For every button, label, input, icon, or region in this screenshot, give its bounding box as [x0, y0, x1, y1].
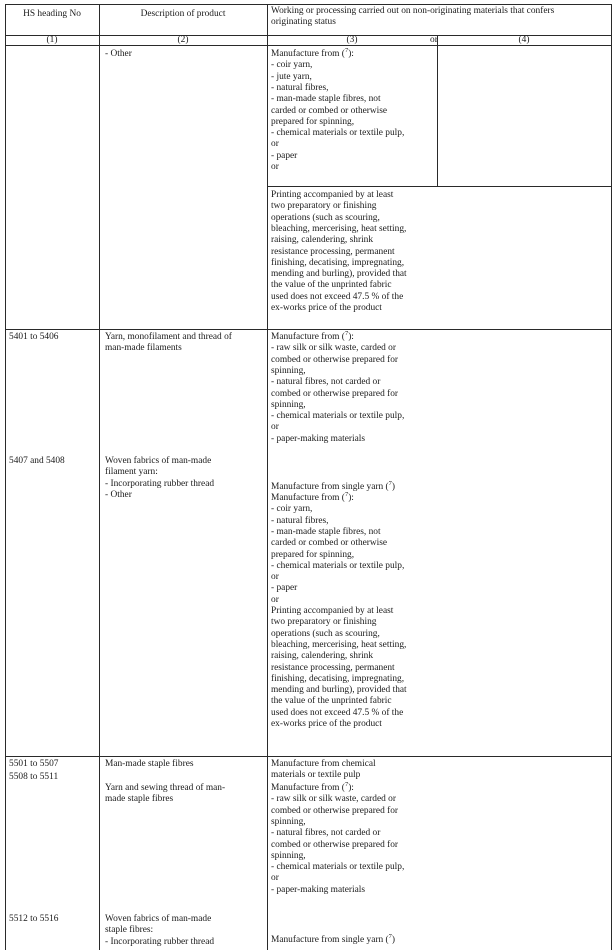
rule-other-5310-line: - jute yarn, — [271, 71, 312, 82]
hs-heading-5401: 5401 to 5406 — [9, 332, 59, 342]
rule-5501-line: Manufacture from chemical — [271, 759, 376, 769]
rule-5407-line: carded or combed or otherwise — [271, 538, 388, 549]
rule-5401-line: combed or otherwise prepared for — [271, 388, 399, 399]
header-num-3: (3) — [346, 35, 358, 45]
header-or: or — [430, 35, 438, 45]
hs-heading-5407: 5407 and 5408 — [9, 456, 65, 466]
rule-5508-line: - raw silk or silk waste, carded or — [271, 794, 396, 805]
rule-5508-line: combed or otherwise prepared for — [271, 805, 399, 816]
header-working-line2: originating status — [271, 17, 336, 27]
rule-5508-line: - paper-making materials — [271, 884, 366, 895]
description-5501-line: Man-made staple fibres — [105, 759, 194, 769]
rule-other-5310-printing-line: bleaching, mercerising, heat setting, — [271, 223, 407, 234]
rule-other-5310-printing-line: two preparatory or finishing — [271, 201, 377, 212]
col-separator-1 — [99, 4, 100, 950]
row-divider-5401 — [5, 329, 612, 330]
rule-5407-line: - coir yarn, — [271, 504, 313, 515]
rule-5401-line: spinning, — [271, 365, 306, 376]
description-5508-line: made staple fibres — [105, 794, 174, 805]
rule-other-5310-printing-line: resistance processing, permanent — [271, 246, 395, 257]
hs-heading-5512: 5512 to 5516 — [9, 914, 59, 924]
rule-5508-line: or — [271, 873, 279, 884]
rule-5407-line: bleaching, mercerising, heat setting, — [271, 639, 407, 650]
hs-heading-5501: 5501 to 5507 — [9, 759, 59, 769]
rule-5401-line: - chemical materials or textile pulp, — [271, 411, 405, 422]
header-description: Description of product — [140, 9, 226, 19]
rule-other-5310-printing-line: operations (such as scouring, — [271, 212, 380, 223]
rule-5407-line: finishing, decatising, impregnating, — [271, 673, 405, 684]
rule-other-5310-line: - natural fibres, — [271, 82, 329, 93]
rule-5508-line: - natural fibres, not carded or — [271, 828, 381, 839]
description-other-5310-line: - Other — [105, 49, 132, 59]
rule-5407-line: raising, calendering, shrink — [271, 651, 374, 662]
rule-5407-line: mending and burling), provided that — [271, 685, 407, 696]
rule-5407-line: two preparatory or finishing — [271, 617, 377, 628]
rule-5508-line: combed or otherwise prepared for — [271, 839, 399, 850]
rule-other-5310-line: Manufacture from ($^7$): — [271, 46, 354, 59]
rule-5401-line: combed or otherwise prepared for — [271, 354, 399, 365]
table-border-right — [611, 4, 612, 950]
description-5407-line: - Incorporating rubber thread — [105, 478, 215, 489]
row-divider-col3 — [267, 186, 612, 187]
hs-heading-5508: 5508 to 5511 — [9, 772, 59, 782]
rule-5407-line: the value of the unprinted fabric — [271, 696, 392, 707]
rule-other-5310-line: - paper — [271, 150, 298, 161]
col-separator-2 — [267, 4, 268, 950]
description-5401-line: Yarn, monofilament and thread of — [105, 332, 232, 342]
rule-5407-line: ex-works price of the product — [271, 719, 382, 729]
rule-5407-line: resistance processing, permanent — [271, 662, 395, 673]
rule-5407-line: Printing accompanied by at least — [271, 606, 394, 616]
rule-other-5310-printing-line: Printing accompanied by at least — [271, 190, 394, 200]
header-top-rule — [5, 4, 612, 5]
rule-other-5310-printing-line: used does not exceed 47.5 % of the — [271, 291, 404, 302]
rule-5407-line: operations (such as scouring, — [271, 628, 380, 639]
rule-5512-line: Manufacture from single yarn ($^7$) — [271, 932, 396, 945]
rule-5501-line: materials or textile pulp — [271, 770, 361, 781]
rule-other-5310-line: prepared for spinning, — [271, 116, 355, 127]
rule-other-5310-line: or — [271, 139, 279, 150]
rule-5407-line: - chemical materials or textile pulp, — [271, 560, 405, 571]
rule-other-5310-line: - man-made staple fibres, not — [271, 94, 381, 105]
header-num-2: (2) — [177, 35, 189, 45]
rule-5508-line: - chemical materials or textile pulp, — [271, 862, 405, 873]
rule-5407-line: Manufacture from ($^7$): — [271, 490, 354, 503]
rule-5401-line: - paper-making materials — [271, 433, 366, 444]
rule-other-5310-printing-line: mending and burling), provided that — [271, 269, 407, 280]
rule-5407-line: - man-made staple fibres, not — [271, 526, 381, 537]
rule-other-5310-printing-line: raising, calendering, shrink — [271, 235, 374, 246]
description-5407-line: Woven fabrics of man-made — [105, 456, 212, 466]
rule-5407-line: prepared for spinning, — [271, 549, 355, 560]
description-5401-line: man-made filaments — [105, 343, 182, 354]
description-5407-line: - Other — [105, 489, 132, 500]
description-5512-line: Woven fabrics of man-made — [105, 914, 212, 924]
rule-other-5310-line: carded or combed or otherwise — [271, 105, 388, 116]
header-hs-heading: HS heading No — [23, 9, 81, 19]
rule-5508-line: Manufacture from ($^7$): — [271, 780, 354, 793]
rule-other-5310-line: - coir yarn, — [271, 60, 313, 71]
table-border-left — [5, 4, 6, 950]
header-num-1: (1) — [46, 35, 58, 45]
header-working-line1: Working or processing carried out on non-originating materials that confers — [271, 6, 555, 16]
description-5407-line: filament yarn: — [105, 467, 158, 478]
header-num-4: (4) — [518, 35, 530, 45]
rule-5401-line: spinning, — [271, 399, 306, 410]
rule-other-5310-line: or — [271, 162, 279, 172]
rule-5407-line: - natural fibres, — [271, 515, 329, 526]
rule-5407-line: or — [271, 572, 279, 583]
rule-5401-line: - raw silk or silk waste, carded or — [271, 343, 396, 354]
rule-5407-line: or — [271, 594, 279, 605]
rule-5401-line: - natural fibres, not carded or — [271, 377, 381, 388]
rule-5401-line: Manufacture from ($^7$): — [271, 329, 354, 342]
rule-other-5310-line: - chemical materials or textile pulp, — [271, 128, 405, 139]
description-5512-line: staple fibres: — [105, 925, 154, 936]
col-separator-3 — [437, 36, 438, 186]
rule-5407-line: Manufacture from single yarn ($^7$) — [271, 479, 396, 492]
row-divider-5501 — [5, 756, 612, 757]
rule-other-5310-printing-line: the value of the unprinted fabric — [271, 280, 392, 291]
rule-5508-line: spinning, — [271, 850, 306, 861]
rule-5407-line: used does not exceed 47.5 % of the — [271, 707, 404, 718]
rule-5508-line: spinning, — [271, 816, 306, 827]
description-5508-line: Yarn and sewing thread of man- — [105, 783, 226, 793]
rule-5407-line: - paper — [271, 583, 298, 594]
description-5512-line: - Incorporating rubber thread — [105, 936, 215, 947]
rule-other-5310-printing-line: finishing, decatising, impregnating, — [271, 257, 405, 268]
rule-other-5310-printing-line: ex-works price of the product — [271, 303, 382, 313]
rule-5401-line: or — [271, 422, 279, 433]
